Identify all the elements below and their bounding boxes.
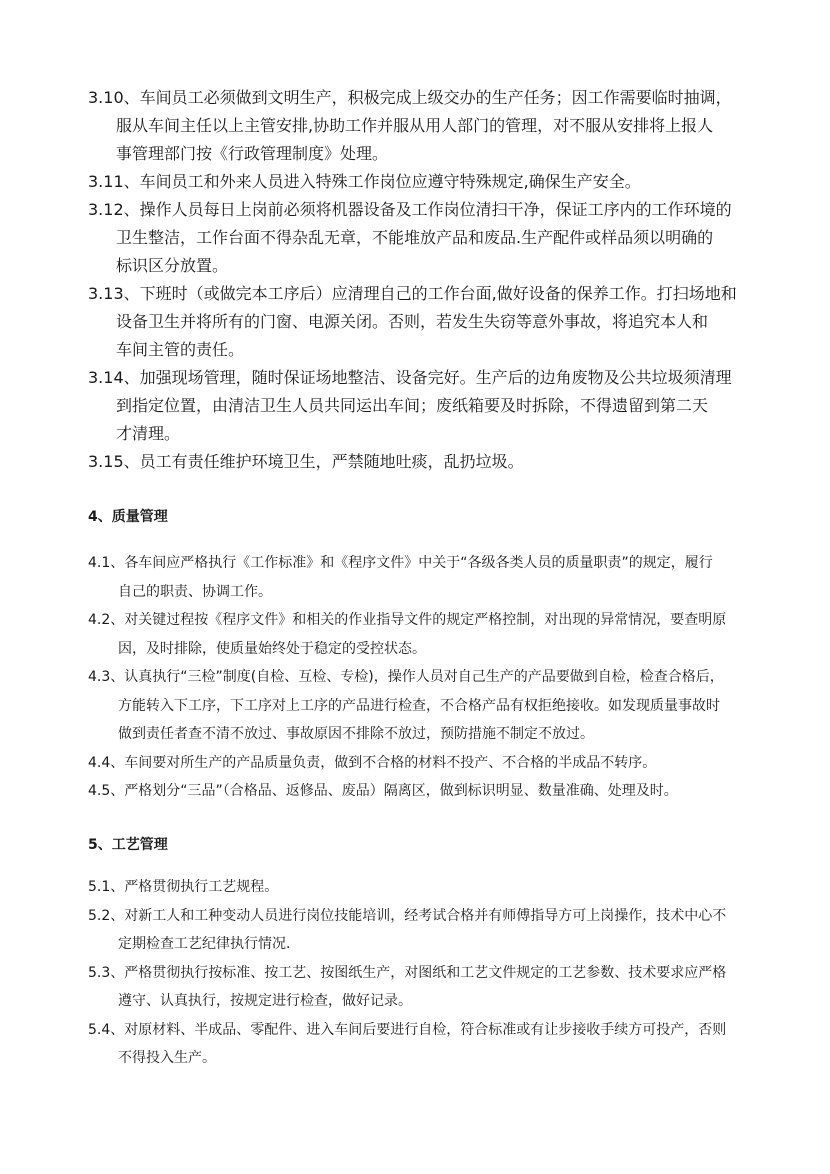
item-line: 3.11、车间员工和外来人员进入特殊工作岗位应遵守特殊规定,确保生产安全。 bbox=[88, 172, 641, 191]
list-item bbox=[88, 549, 778, 606]
list-item bbox=[88, 959, 778, 1016]
item-line: 3.12、操作人员每日上岗前必须将机器设备及工作岗位清扫干净，保证工序内的工作环境的 bbox=[88, 200, 732, 219]
item-line: 因，及时排除，使质量始终处于稳定的受控状态。 bbox=[118, 640, 426, 657]
item-line: 4.1、各车间应严格执行《工作标准》和《程序文件》中关于“各级各类人员的质量职责”的规定，履行 bbox=[88, 555, 713, 571]
item-line: 才清理。 bbox=[116, 424, 181, 443]
item-line: 4.3、认真执行“三检”制度(自检、互检、专检)，操作人员对自己生产的产品要做到自检，检查合格后， bbox=[88, 669, 724, 685]
list-item bbox=[88, 777, 778, 806]
list-item bbox=[88, 1016, 778, 1073]
item-line: 5.4、对原材料、半成品、零配件、进入车间后要进行自检，符合标准或有让步接收手续方可投产，否则 bbox=[88, 1021, 727, 1038]
item-line: 5.2、对新工人和工种变动人员进行岗位技能培训，经考试合格并有师傅指导方可上岗操作，技术中心不 bbox=[88, 907, 727, 924]
list-item bbox=[88, 663, 778, 749]
item-line: 事管理部门按《行政管理制度》处理。 bbox=[116, 144, 389, 163]
item-line: 服从车间主任以上主管安排,协助工作并服从用人部门的管理，对不服从安排将上报人 bbox=[116, 116, 714, 135]
list-item bbox=[88, 364, 778, 448]
list-item bbox=[88, 873, 778, 902]
item-line: 3.10、车间员工必须做到文明生产，积极完成上级交办的生产任务；因工作需要临时抽调， bbox=[88, 88, 732, 107]
section-5-heading: 5、工艺管理 bbox=[88, 837, 168, 853]
item-line: 4.4、车间要对所生产的产品质量负责，做到不合格的材料不投产、不合格的半成品不转序。 bbox=[88, 754, 657, 771]
list-item bbox=[88, 280, 778, 364]
list-item bbox=[88, 749, 778, 778]
item-line: 4.2、对关键过程按《程序文件》和相关的作业指导文件的规定严格控制，对出现的异常情况，要查明原 bbox=[88, 612, 727, 628]
section-4-heading: 4、质量管理 bbox=[88, 509, 168, 525]
section-4-list bbox=[88, 549, 778, 806]
list-item bbox=[88, 84, 778, 168]
item-line: 车间主管的责任。 bbox=[116, 340, 245, 359]
section-3-list bbox=[88, 84, 778, 476]
item-line: 做到责任者查不清不放过、事故原因不排除不放过，预防措施不制定不放过。 bbox=[118, 726, 594, 742]
item-line: 5.3、严格贯彻执行按标准、按工艺、按图纸生产，对图纸和工艺文件规定的工艺参数、技术要求应严格 bbox=[88, 964, 727, 981]
item-line: 4.5、严格划分“三品”（合格品、返修品、废品）隔离区，做到标识明显、数量准确、处理及时。 bbox=[88, 783, 678, 799]
list-item bbox=[88, 606, 778, 663]
item-line: 定期检查工艺纪律执行情况． bbox=[118, 936, 300, 952]
item-line: 标识区分放置。 bbox=[116, 256, 229, 275]
list-item bbox=[88, 448, 778, 476]
item-line: 设备卫生并将所有的门窗、电源关闭。否则，若发生失窃等意外事故，将追究本人和 bbox=[116, 312, 709, 331]
item-line: 5.1、严格贯彻执行工艺规程。 bbox=[88, 879, 279, 895]
list-item bbox=[88, 168, 778, 196]
item-line: 卫生整洁，工作台面不得杂乱无章，不能堆放产品和废品.生产配件或样品须以明确的 bbox=[116, 228, 714, 247]
list-item bbox=[88, 902, 778, 959]
item-line: 到指定位置，由清洁卫生人员共同运出车间；废纸箱要及时拆除，不得遗留到第二天 bbox=[116, 396, 709, 415]
section-5-list bbox=[88, 873, 778, 1073]
item-line: 3.15、员工有责任维护环境卫生，严禁随地吐痰，乱扔垃圾。 bbox=[88, 452, 524, 471]
item-line: 3.14、加强现场管理，随时保证场地整洁、设备完好。生产后的边角废物及公共垃圾须清理 bbox=[88, 368, 732, 387]
item-line: 自己的职责、协调工作。 bbox=[118, 583, 272, 600]
item-line: 3.13、下班时（或做完本工序后）应清理自己的工作台面,做好设备的保养工作。打扫场地和 bbox=[88, 284, 737, 303]
item-line: 不得投入生产。 bbox=[118, 1050, 216, 1066]
list-item bbox=[88, 196, 778, 280]
item-line: 遵守、认真执行，按规定进行检查，做好记录。 bbox=[118, 993, 412, 1009]
item-line: 方能转入下工序，下工序对上工序的产品进行检查，不合格产品有权拒绝接收。如发现质量事故时 bbox=[118, 697, 720, 714]
